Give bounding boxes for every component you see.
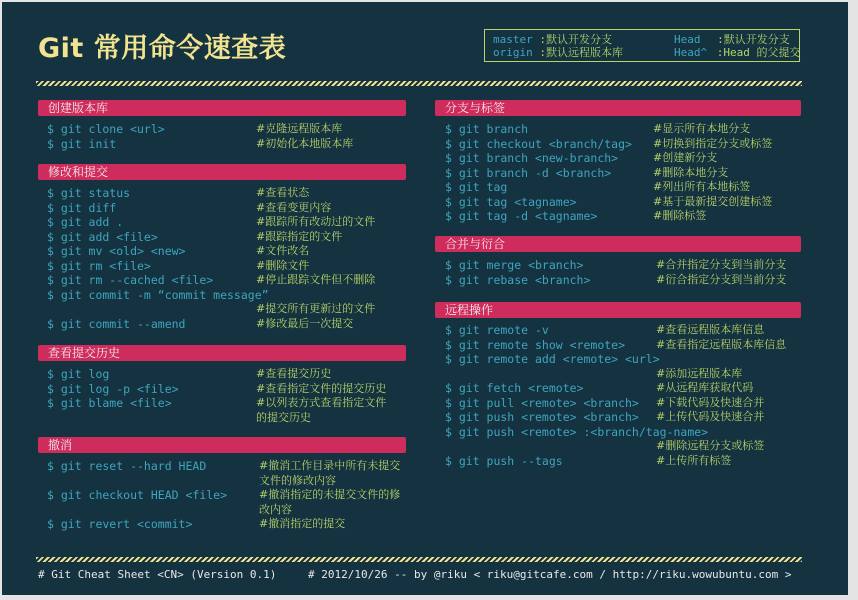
- command-comment: #停止跟踪文件但不删除: [256, 273, 376, 286]
- command-text: $ git checkout <branch/tag>: [445, 136, 632, 151]
- command-comment: #合并指定分支到当前分支: [656, 258, 787, 271]
- command-comment: #删除本地分支: [653, 165, 729, 179]
- command-text: $ git commit -m “commit message”: [47, 287, 269, 302]
- hatched-divider: [36, 81, 802, 86]
- footer-version: # Git Cheat Sheet <CN> (Version 0.1): [38, 568, 277, 581]
- command-comment: #提交所有更新过的文件: [256, 302, 376, 315]
- command-comment: #查看远程版本库信息: [656, 323, 765, 336]
- command-comment: #列出所有本地标签: [653, 180, 751, 193]
- section-header-undo: 撤消: [38, 437, 406, 453]
- command-text: $ git revert <commit>: [47, 517, 193, 531]
- page-title: Git 常用命令速查表: [38, 33, 287, 64]
- command-comment: #修改最后一次提交: [256, 316, 354, 330]
- command-text: $ git fetch <remote>: [445, 381, 584, 395]
- section-header-history: 查看提交历史: [38, 345, 406, 361]
- command-comment: 文件的修改内容: [259, 473, 336, 487]
- section-header-modify: 修改和提交: [38, 164, 406, 180]
- section-header-remote: 远程操作: [435, 302, 801, 318]
- legend-key: origin: [493, 46, 533, 59]
- command-text: $ git push <remote> <branch>: [445, 410, 639, 424]
- command-comment: #克隆远程版本库: [256, 122, 343, 135]
- command-comment: #查看指定远程版本库信息: [656, 337, 787, 351]
- command-comment: #切换到指定分支或标签: [653, 136, 773, 150]
- legend-key: Head: [674, 33, 701, 46]
- command-comment: #上传所有标签: [656, 453, 732, 467]
- command-comment: #撤消指定的提交: [259, 517, 346, 530]
- command-text: $ git diff: [47, 200, 117, 215]
- command-text: $ git merge <branch>: [445, 258, 584, 272]
- command-comment: #从远程库获取代码: [656, 381, 754, 394]
- command-text: $ git status: [47, 186, 131, 200]
- command-text: $ git log: [47, 367, 110, 381]
- footer-credits: # 2012/10/26 -- by @riku < riku@gitcafe.com / http://riku.wowubuntu.com >: [308, 568, 792, 581]
- command-text: $ git add <file>: [47, 229, 158, 244]
- command-comment: #以列表方式查看指定文件: [256, 396, 387, 409]
- command-text: $ git push --tags: [445, 453, 563, 468]
- command-comment: #初始化本地版本库: [256, 136, 354, 150]
- command-text: $ git tag <tagname>: [445, 194, 577, 209]
- command-text: $ git log -p <file>: [47, 381, 179, 396]
- command-text: $ git reset --hard HEAD: [47, 459, 207, 473]
- command-text: $ git tag: [445, 180, 508, 194]
- section-header-create: 创建版本库: [38, 100, 406, 116]
- legend-box: [484, 29, 800, 62]
- command-text: $ git checkout HEAD <file>: [47, 488, 228, 502]
- command-comment: #文件改名: [256, 244, 310, 257]
- command-text: $ git branch -d <branch>: [445, 165, 612, 180]
- command-comment: #显示所有本地分支: [653, 122, 751, 135]
- command-text: $ git blame <file>: [47, 396, 172, 410]
- command-text: $ git add .: [47, 215, 124, 229]
- command-comment: #衍合指定分支到当前分支: [656, 272, 787, 286]
- command-comment: #删除远程分支或标签: [656, 439, 765, 452]
- section-header-merge: 合并与衍合: [435, 236, 801, 252]
- legend-key: master: [493, 33, 533, 46]
- command-comment: #查看提交历史: [256, 367, 332, 380]
- command-text: $ git branch: [445, 122, 529, 136]
- legend-col2: [674, 33, 790, 47]
- legend-desc: :默认远程版本库: [539, 46, 623, 59]
- command-comment: 的提交历史: [256, 410, 311, 424]
- cheat-sheet: [2, 2, 848, 595]
- command-comment: #删除文件: [256, 258, 310, 272]
- command-text: $ git rm --cached <file>: [47, 273, 214, 287]
- hatched-divider: [36, 557, 802, 562]
- command-text: $ git init: [47, 136, 117, 151]
- command-text: $ git branch <new-branch>: [445, 151, 619, 165]
- command-text: $ git rm <file>: [47, 258, 151, 273]
- command-comment: #创建新分支: [653, 151, 718, 164]
- legend-key: Head^: [674, 46, 708, 59]
- command-text: $ git remote add <remote> <url>: [445, 352, 660, 366]
- legend-desc: :默认开发分支: [717, 33, 790, 46]
- command-text: $ git clone <url>: [47, 122, 165, 136]
- command-comment: #撤消指定的未提交文件的修: [259, 488, 401, 501]
- command-text: $ git pull <remote> <branch>: [445, 395, 639, 410]
- command-text: $ git remote show <remote>: [445, 337, 626, 352]
- command-text: $ git push <remote> :<branch/tag-name>: [445, 424, 709, 439]
- command-comment: #基于最新提交创建标签: [653, 194, 773, 208]
- command-comment: #查看状态: [256, 186, 310, 199]
- command-comment: #上传代码及快速合并: [656, 410, 765, 423]
- command-comment: #跟踪所有改动过的文件: [256, 215, 376, 228]
- command-comment: #添加远程版本库: [656, 366, 743, 380]
- command-text: $ git remote -v: [445, 323, 549, 337]
- legend-desc: :默认开发分支: [539, 33, 612, 46]
- command-comment: #下载代码及快速合并: [656, 395, 765, 409]
- section-header-branch: 分支与标签: [435, 100, 801, 116]
- legend-row: [493, 33, 790, 47]
- legend-col2: [674, 46, 801, 60]
- command-text: $ git mv <old> <new>: [47, 244, 186, 258]
- command-comment: #撤消工作目录中所有未提交: [259, 459, 401, 472]
- command-comment: 改内容: [259, 502, 292, 516]
- command-comment: #查看指定文件的提交历史: [256, 381, 387, 395]
- legend-desc: :Head 的父提交: [716, 46, 801, 59]
- command-comment: #跟踪指定的文件: [256, 229, 343, 243]
- legend-row: [493, 46, 801, 60]
- command-comment: #查看变更内容: [256, 200, 332, 214]
- command-comment: #删除标签: [653, 209, 707, 222]
- command-text: $ git tag -d <tagname>: [445, 209, 598, 223]
- command-text: $ git rebase <branch>: [445, 272, 591, 287]
- command-text: $ git commit --amend: [47, 316, 186, 331]
